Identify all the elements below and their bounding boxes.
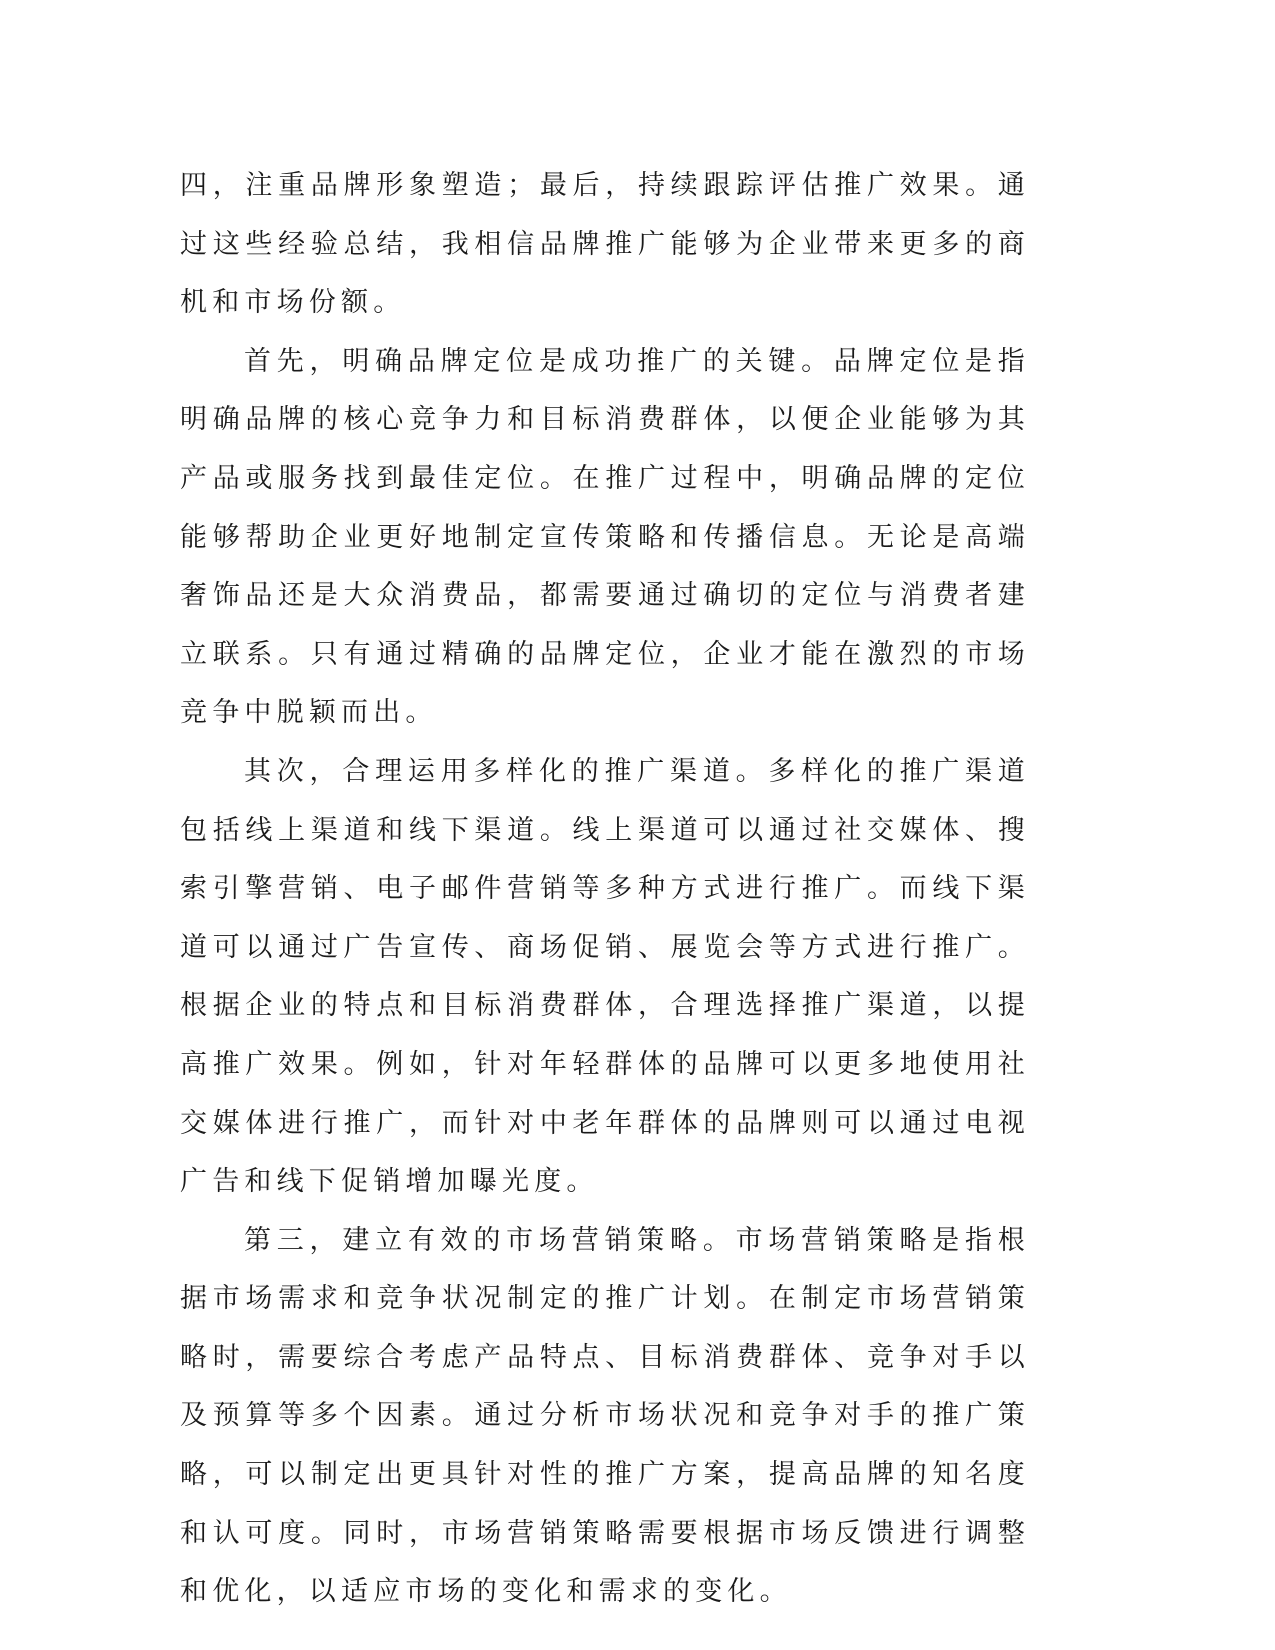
paragraph-promotion-channels: 其次，合理运用多样化的推广渠道。多样化的推广渠道包括线上渠道和线下渠道。线上渠道可以通过社交媒体、搜索引擎营销、电子邮件营销等多种方式进行推广。而线下渠道可以通过广告宣传、商场促销、展览会等方式进行推广。根据企业的特点和目标消费群体，合理选择推广渠道，以提高推广效果。例如，针对年轻群体的品牌可以更多地使用社交媒体进行推广，而针对中老年群体的品牌则可以通过电视广告和线下促销增加曝光度。 <box>180 755 1030 1198</box>
document-body <box>180 157 1030 1622</box>
paragraph-continuation: 四，注重品牌形象塑造；最后，持续跟踪评估推广效果。通过这些经验总结，我相信品牌推广能够为企业带来更多的商机和市场份额。 <box>180 170 1030 319</box>
paragraph-brand-positioning: 首先，明确品牌定位是成功推广的关键。品牌定位是指明确品牌的核心竞争力和目标消费群体，以便企业能够为其产品或服务找到最佳定位。在推广过程中，明确品牌的定位能够帮助企业更好地制定宣传策略和传播信息。无论是高端奢饰品还是大众消费品，都需要通过确切的定位与消费者建立联系。只有通过精确的品牌定位，企业才能在激烈的市场竞争中脱颖而出。 <box>180 345 1030 729</box>
paragraph-marketing-strategy: 第三，建立有效的市场营销策略。市场营销策略是指根据市场需求和竞争状况制定的推广计划。在制定市场营销策略时，需要综合考虑产品特点、目标消费群体、竞争对手以及预算等多个因素。通过分析市场状况和竞争对手的推广策略，可以制定出更具针对性的推广方案，提高品牌的知名度和认可度。同时，市场营销策略需要根据市场反馈进行调整和优化，以适应市场的变化和需求的变化。 <box>180 1224 1030 1608</box>
